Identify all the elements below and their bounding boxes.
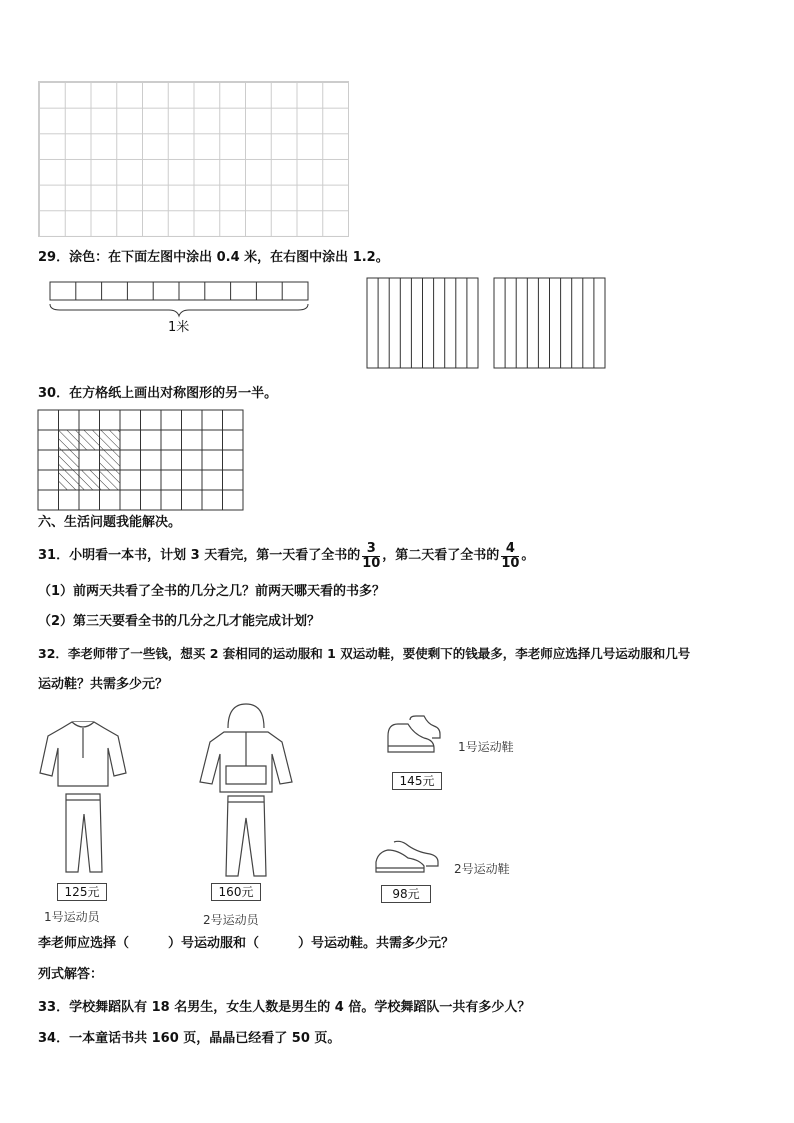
tenths-squares[interactable] [366,277,608,369]
fraction-3-10: $\frac{3}{10}$ [362,540,381,571]
q32-line1: 32．李老师带了一些钱，想买 2 套相同的运动服和 1 双运动鞋，要使剩下的钱最多，李老师应选择几号运动服和几号 [38,646,691,661]
shoe-2-label: 2号运动鞋 [454,862,510,876]
q30-text: 30．在方格纸上画出对称图形的另一半。 [38,386,278,401]
q32-answer-line[interactable]: 李老师应选择（ ）号运动服和（ ）号运动鞋。共需多少元？ [38,936,455,951]
suit-1-illustration [36,718,130,878]
q32-line2: 运动鞋？共需多少元？ [38,677,169,692]
suit-2-label: 2号运动员 [203,913,259,927]
section6-title: 六、生活问题我能解决。 [38,515,182,530]
q32-work-label: 列式解答： [38,967,104,982]
meter-brace [50,304,308,316]
shoe-2-illustration [374,836,440,882]
shoe-2-price: 98元 [381,885,431,903]
fraction-4-10: $\frac{4}{10}$ [501,540,520,571]
q31-sub1: （1）前两天共看了全书的几分之几？前两天哪天看的书多？ [38,584,386,599]
shoe-1-price: 145元 [392,772,442,790]
q31-text: 31．小明看一本书，计划 3 天看完，第一天看了全书的 $\frac{3}{10}$ ，第二天看了全书的 $\frac{4}{10}$ 。 [38,540,535,571]
q34-text: 34．一本童话书共 160 页，晶晶已经看了 50 页。 [38,1031,341,1046]
q33-text: 33．学校舞蹈队有 18 名男生，女生人数是男生的 4 倍。学校舞蹈队一共有多少人？ [38,1000,531,1015]
q31-sub2: （2）第三天要看全书的几分之几才能完成计划？ [38,614,321,629]
suit-1-label: 1号运动员 [44,910,100,924]
meter-label: 1米 [168,320,190,335]
top-grid [38,81,349,237]
q29-text: 29．涂色：在下面左图中涂出 0.4 米，在右图中涂出 1.2。 [38,250,389,265]
symmetry-grid[interactable] [37,409,245,512]
suit-1-price: 125元 [57,883,107,901]
suit-2-price: 160元 [211,883,261,901]
shoe-1-illustration [384,714,442,760]
shoe-1-label: 1号运动鞋 [458,740,514,754]
hatched-shape [59,430,121,490]
suit-2-illustration [198,700,294,880]
